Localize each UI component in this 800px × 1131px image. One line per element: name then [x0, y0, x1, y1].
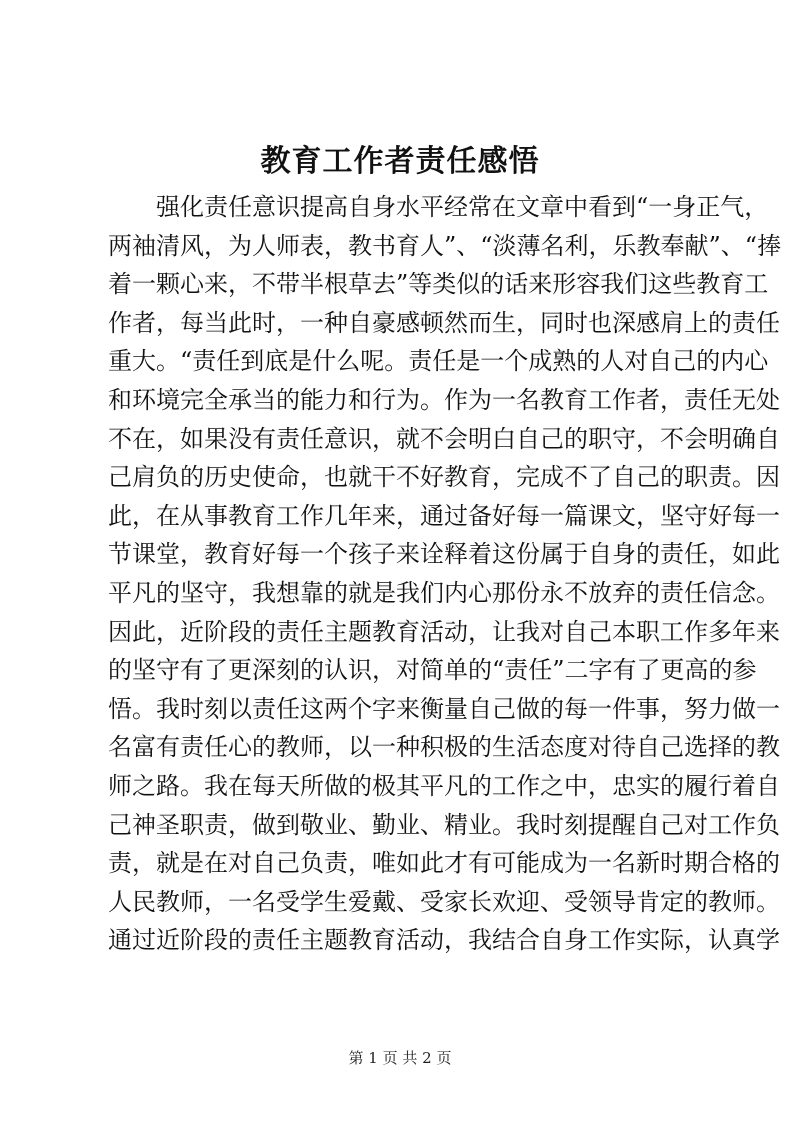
document-title: 教育工作者责任感悟 — [260, 144, 540, 179]
paragraph-line: 责，就是在对自己负责，唯如此才有可能成为一名新时期合格的 — [108, 849, 780, 878]
paragraph-line: 作者，每当此时，一种自豪感顿然而生，同时也深感肩上的责任 — [108, 308, 780, 337]
paragraph-line: 师之路。我在每天所做的极其平凡的工作之中，忠实的履行着自 — [108, 771, 780, 800]
paragraph-line: 两袖清风，为人师表，教书育人”、“淡薄名利，乐教奉献”、“捧 — [108, 231, 782, 260]
paragraph-line: 重大。“责任到底是什么呢。责任是一个成熟的人对自己的内心 — [108, 347, 769, 376]
document-body — [108, 188, 782, 960]
paragraph-line: 此，在从事教育工作几年来，通过备好每一篇课文，坚守好每一 — [108, 501, 780, 530]
paragraph-line: 悟。我时刻以责任这两个字来衡量自己做的每一件事，努力做一 — [108, 694, 780, 723]
paragraph-line: 通过近阶段的责任主题教育活动，我结合自身工作实际，认真学 — [108, 926, 780, 955]
paragraph-line: 着一颗心来，不带半根草去”等类似的话来形容我们这些教育工 — [108, 270, 769, 299]
paragraph-line: 己肩负的历史使命，也就干不好教育，完成不了自己的职责。因 — [108, 463, 780, 492]
paragraph-line: 平凡的坚守，我想靠的就是我们内心那份永不放弃的责任信念。 — [108, 578, 780, 607]
paragraph-line: 不在，如果没有责任意识，就不会明白自己的职守，不会明确自 — [108, 424, 780, 453]
paragraph-line: 和环境完全承当的能力和行为。作为一名教育工作者，责任无处 — [108, 385, 780, 414]
paragraph-line: 因此，近阶段的责任主题教育活动，让我对自己本职工作多年来 — [108, 617, 780, 646]
page-footer: 第 1 页 共 2 页 — [348, 1049, 452, 1067]
paragraph-line: 名富有责任心的教师，以一种积极的生活态度对待自己选择的教 — [108, 733, 780, 762]
paragraph-line: 己神圣职责，做到敬业、勤业、精业。我时刻提醒自己对工作负 — [108, 810, 780, 839]
paragraph-line: 强化责任意识提高自身水平经常在文章中看到“一身正气， — [156, 193, 769, 221]
paragraph-line: 的坚守有了更深刻的认识，对简单的“责任”二字有了更高的参 — [108, 656, 757, 685]
paragraph-line: 节课堂，教育好每一个孩子来诠释着这份属于自身的责任，如此 — [108, 540, 780, 569]
paragraph-line: 人民教师，一名受学生爱戴、受家长欢迎、受领导肯定的教师。 — [108, 887, 780, 916]
